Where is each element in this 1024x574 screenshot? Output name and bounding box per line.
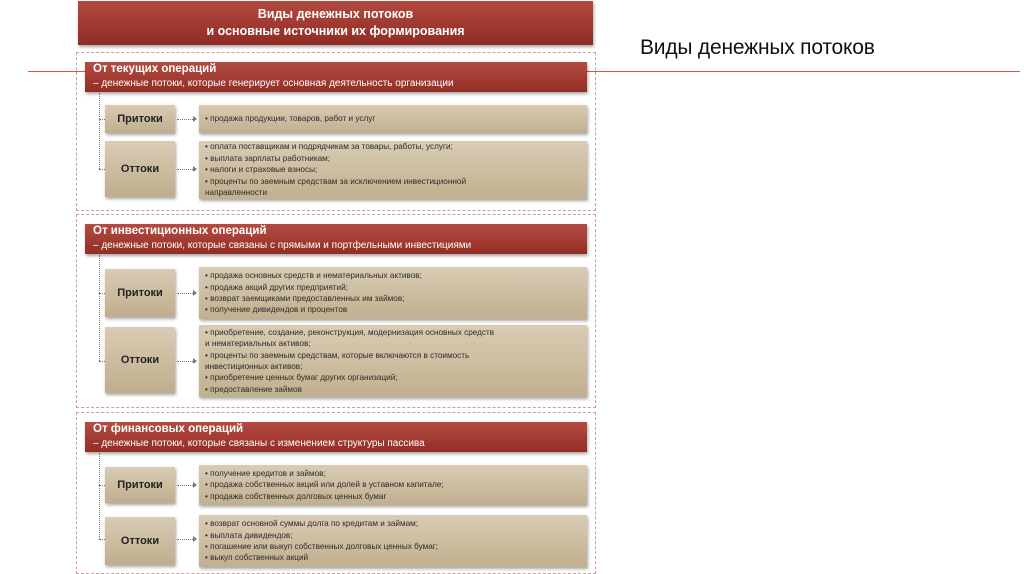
outflow-items [199,325,587,397]
list-item: и нематериальных активов; [205,339,311,349]
group-title: От инвестиционных операций [93,225,267,237]
inflow-label: Притоки [105,105,175,133]
list-item: • получение кредитов и займов; [205,468,326,478]
diagram-header-line1: Виды денежных потоков [257,7,414,21]
list-item: • выкуп собственных акций [205,553,309,563]
slide-title: Виды денежных потоков [640,36,875,59]
list-item: • получение дивидендов и процентов [205,305,348,315]
list-item: • выплата дивидендов; [205,530,293,540]
group-header [85,422,587,452]
group-financing [76,412,596,574]
connector-line [177,169,193,170]
group-subtitle: – денежные потоки, которые генерирует основная деятельность организации [93,78,454,89]
list-item: • погашение или выкуп собственных долговых ценных бумаг; [205,542,439,551]
outflow-label: Оттоки [105,141,175,197]
outflow-label: Оттоки [105,517,175,565]
arrow-right-icon [193,290,197,296]
list-item: • продажа акций других предприятий; [205,282,348,292]
outflow-items [199,141,587,199]
list-item: инвестиционных активов; [205,362,303,371]
group-title: От текущих операций [93,63,217,75]
inflow-label: Притоки [105,269,175,317]
list-item: • проценты по заемным средствам за исключением инвестиционной [205,176,467,186]
arrow-right-icon [193,358,197,364]
connector-line [99,255,100,361]
list-item: • выплата зарплаты работникам; [205,153,331,163]
connector-line [99,93,100,169]
outflow-items [199,515,587,567]
arrow-right-icon [193,482,197,488]
list-item: • предоставление займов [205,384,302,394]
arrow-right-icon [193,116,197,122]
list-item: • возврат основной суммы долга по кредитам и займам; [205,519,419,529]
arrow-right-icon [193,166,197,172]
list-item: • приобретение ценных бумаг других организаций; [205,373,398,383]
list-item: • проценты по заемным средствам, которые включаются в стоимость [205,350,470,360]
list-item: • приобретение, создание, реконструкция, модернизация основных средств [205,327,495,337]
connector-line [177,539,193,540]
arrow-right-icon [193,536,197,542]
connector-line [177,485,193,486]
inflow-items [199,465,587,505]
list-item: • продажа продукции, товаров, работ и услуг [205,114,376,124]
group-investing [76,214,596,408]
connector-line [99,453,100,539]
group-subtitle: – денежные потоки, которые связаны с прямыми и портфельными инвестициями [93,240,472,251]
list-item: • продажа собственных долговых ценных бумаг [205,491,387,501]
list-item: • продажа собственных акций или долей в уставном капитале; [205,480,444,490]
connector-line [177,361,193,362]
outflow-label: Оттоки [105,327,175,393]
inflow-items [199,267,587,319]
group-subtitle: – денежные потоки, которые связаны с изменением структуры пассива [93,438,425,449]
list-item: • налоги и страховые взносы; [205,165,318,175]
group-operating [76,52,596,211]
diagram-header [78,1,593,45]
connector-line [177,293,193,294]
list-item: • оплата поставщикам и подрядчикам за товары, работы, услуги; [205,142,453,152]
diagram-header-line2: и основные источники их формирования [206,24,465,38]
group-header [85,62,587,92]
list-item: • продажа основных средств и нематериальных активов; [205,271,422,281]
inflow-items [199,105,587,133]
group-title: От финансовых операций [93,423,244,435]
list-item: • возврат заемщиками предоставленных им займов; [205,294,405,303]
cash-flow-diagram [74,1,598,573]
connector-line [177,119,193,120]
inflow-label: Притоки [105,467,175,503]
list-item: направленности [205,188,268,198]
group-header [85,224,587,254]
